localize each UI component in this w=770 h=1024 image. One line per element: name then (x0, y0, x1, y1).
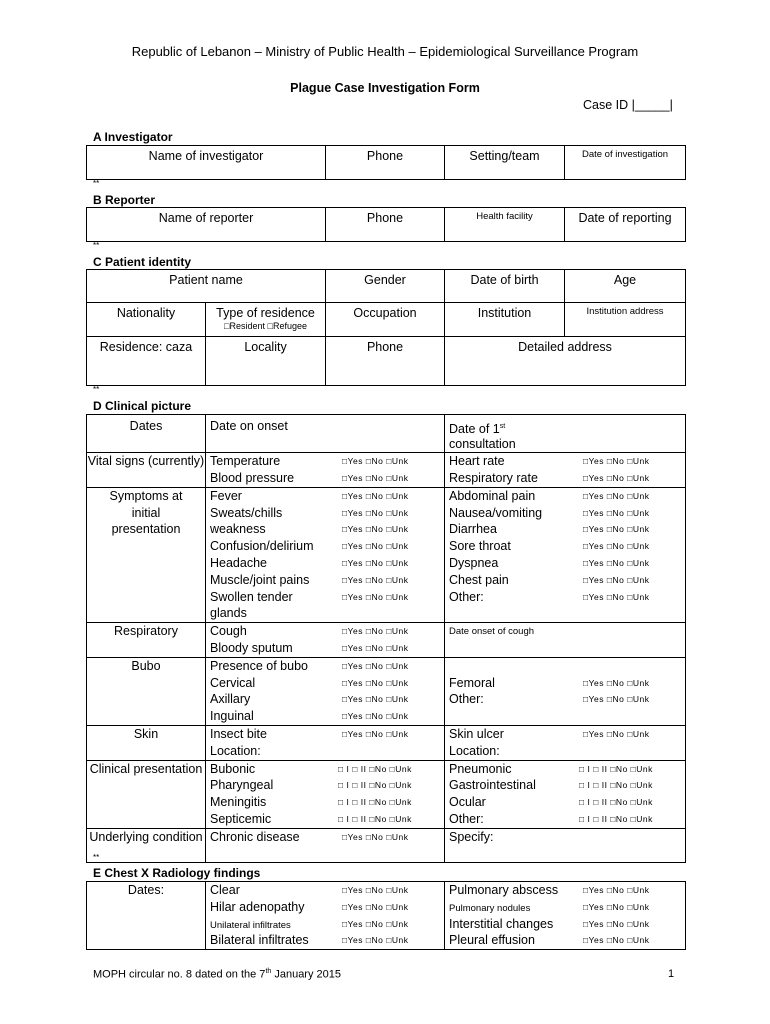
answer-checkboxes[interactable]: □Yes □No □Unk (583, 728, 650, 739)
item-row (210, 761, 444, 778)
residence-caza-field[interactable]: Residence: caza (87, 337, 206, 386)
item-row (210, 794, 444, 811)
header: Republic of Lebanon – Ministry of Public Health – Epidemiological Surveillance Program (131, 44, 639, 59)
bubo-label: Bubo (87, 657, 206, 725)
answer-checkboxes[interactable]: □ I □ II □No □Unk (338, 763, 412, 774)
answer-checkboxes[interactable]: □Yes □No □Unk (583, 541, 650, 552)
item-row (449, 726, 685, 743)
section-e-title: E Chest X Radiology findings (93, 866, 261, 880)
answer-checkboxes[interactable]: □Yes □No □Unk (583, 694, 650, 705)
chronic-disease-label: Chronic disease (210, 829, 300, 844)
answer-checkboxes[interactable]: □Yes □No □Unk (342, 507, 409, 518)
item-row (449, 521, 685, 538)
clinical-picture-table (86, 414, 686, 863)
underlying-specify-field[interactable]: Specify: (445, 828, 686, 862)
answer-checkboxes[interactable]: □Yes □No □Unk (583, 918, 650, 929)
item-label: Temperature (210, 454, 281, 469)
item-label: Bubonic (210, 761, 256, 776)
chronic-disease-options[interactable]: □Yes □No □Unk (342, 831, 409, 842)
section-a-title: A Investigator (93, 130, 173, 144)
answer-checkboxes[interactable]: □Yes □No □Unk (342, 472, 409, 483)
date-first-label2: consultation (449, 437, 516, 452)
bubo-right-list (445, 657, 686, 725)
answer-checkboxes[interactable]: □Yes □No □Unk (342, 524, 409, 535)
cough-onset-field[interactable]: Date onset of cough (445, 623, 686, 658)
item-row (210, 623, 444, 640)
item-row (449, 916, 685, 933)
clinical-right-list (445, 760, 686, 828)
answer-checkboxes[interactable]: □Yes □No □Unk (583, 472, 650, 483)
reporter-table (86, 207, 686, 242)
answer-checkboxes[interactable]: □Yes □No □Unk (342, 694, 409, 705)
investigator-phone-field[interactable]: Phone (326, 146, 445, 180)
residence-type-label: Type of residence (216, 306, 315, 320)
nationality-field[interactable]: Nationality (87, 303, 206, 337)
item-label: Cervical (210, 675, 256, 690)
age-field[interactable]: Age (565, 270, 686, 303)
institution-address-field[interactable]: Institution address (565, 303, 686, 337)
item-label: Pulmonary nodules (449, 902, 531, 914)
setting-team-field[interactable]: Setting/team (445, 146, 565, 180)
answer-checkboxes[interactable]: □ I □ II □No □Unk (338, 813, 412, 824)
investigator-table (86, 145, 686, 180)
investigation-date-field[interactable]: Date of investigation (565, 146, 686, 180)
reporter-phone-field[interactable]: Phone (326, 208, 445, 242)
footer-text2: January 2015 (271, 968, 341, 981)
item-label: Bilateral infiltrates (210, 933, 309, 948)
item-row (449, 589, 685, 606)
vital-signs-label: Vital signs (currently) (87, 453, 206, 488)
item-label: Location: (449, 743, 500, 758)
answer-checkboxes[interactable]: □Yes □No □Unk (583, 591, 650, 602)
locality-field[interactable]: Locality (206, 337, 326, 386)
item-label: Nausea/vomiting (449, 505, 543, 520)
item-row (210, 691, 444, 708)
item-row (449, 932, 685, 949)
form-title: Plague Case Investigation Form (290, 81, 480, 95)
investigator-name-field[interactable]: Name of investigator (87, 146, 326, 180)
answer-checkboxes[interactable]: □Yes □No □Unk (342, 728, 409, 739)
answer-checkboxes[interactable]: □Yes □No □Unk (583, 935, 650, 946)
item-label: Abdominal pain (449, 488, 536, 503)
footer-sup: th (265, 968, 272, 975)
item-label: Pulmonary abscess (449, 883, 559, 897)
answer-checkboxes[interactable]: □Yes □No □Unk (342, 490, 409, 501)
answer-checkboxes[interactable]: □Yes □No □Unk (583, 901, 650, 912)
item-row (210, 932, 444, 949)
answer-checkboxes[interactable]: □Yes □No □Unk (342, 711, 409, 722)
item-label: Swollen tender (210, 589, 293, 604)
clinical-left-list (206, 760, 445, 828)
skin-left-list (206, 725, 445, 760)
item-label: Other: (449, 811, 484, 826)
item-label: Inguinal (210, 709, 254, 724)
vital-left-list (206, 453, 445, 488)
date-first-consult-field[interactable] (445, 415, 686, 453)
item-row (210, 488, 444, 505)
separator: ** (93, 853, 100, 862)
occupation-field[interactable]: Occupation (326, 303, 445, 337)
item-label: Ocular (449, 795, 486, 810)
item-label: Respiratory rate (449, 470, 538, 485)
item-label: Skin ulcer (449, 726, 504, 741)
item-label: Location: (210, 743, 261, 758)
item-row (449, 555, 685, 572)
answer-checkboxes[interactable]: □Yes □No □Unk (342, 885, 409, 895)
radiology-dates-label: Dates: (87, 882, 206, 950)
patient-name-field[interactable]: Patient name (87, 270, 326, 303)
item-label: Presence of bubo (210, 658, 308, 673)
respiratory-left-list (206, 623, 445, 658)
answer-checkboxes[interactable]: □Yes □No □Unk (583, 456, 650, 467)
answer-checkboxes[interactable]: □ I □ II □No □Unk (579, 813, 653, 824)
item-label: Septicemic (210, 811, 272, 826)
item-label: Unilateral infiltrates (210, 919, 291, 931)
item-row (449, 505, 685, 522)
item-row (210, 726, 444, 743)
item-row (449, 470, 685, 487)
answer-checkboxes[interactable]: □ I □ II □No □Unk (338, 780, 412, 791)
section-c-title: C Patient identity (93, 255, 192, 269)
item-row (210, 555, 444, 572)
case-id[interactable]: Case ID |_____| (583, 98, 673, 112)
footer-text: MOPH circular no. 8 dated on the 7 (93, 968, 266, 981)
skin-label: Skin (87, 725, 206, 760)
answer-checkboxes[interactable]: □Yes □No □Unk (342, 935, 409, 946)
clinical-presentation-label: Clinical presentation (87, 760, 206, 828)
item-label: Blood pressure (210, 470, 295, 485)
item-label: Sore throat (449, 539, 511, 554)
institution-field[interactable]: Institution (445, 303, 565, 337)
answer-checkboxes[interactable]: □Yes □No □Unk (342, 642, 409, 653)
item-row (449, 453, 685, 470)
answer-checkboxes[interactable]: □Yes □No □Unk (583, 557, 650, 568)
footer (93, 968, 341, 981)
section-b-title: B Reporter (93, 193, 156, 207)
patient-identity-table (86, 269, 686, 386)
answer-checkboxes[interactable]: □ I □ II □No □Unk (579, 763, 653, 774)
answer-checkboxes[interactable]: □Yes □No □Unk (583, 524, 650, 535)
item-row (210, 572, 444, 589)
symptoms-left-list (206, 487, 445, 622)
vital-right-list (445, 453, 686, 488)
item-label: weakness (210, 522, 266, 537)
bubo-left-list (206, 657, 445, 725)
item-row (210, 743, 444, 760)
date-first-label: Date of 1 (449, 422, 500, 437)
item-row (210, 605, 444, 622)
item-label: Pleural effusion (449, 933, 535, 948)
residence-options[interactable]: □Resident □Refugee (224, 321, 307, 331)
date-first-sup: st (499, 423, 506, 430)
answer-checkboxes[interactable]: □ I □ II □No □Unk (338, 797, 412, 808)
item-row (210, 708, 444, 725)
item-label: Axillary (210, 692, 251, 707)
answer-checkboxes[interactable]: □Yes □No □Unk (342, 591, 409, 602)
answer-checkboxes[interactable]: □Yes □No □Unk (342, 918, 409, 929)
health-facility-field[interactable]: Health facility (445, 208, 565, 242)
item-label: Heart rate (449, 454, 505, 469)
item-row (449, 538, 685, 555)
answer-checkboxes[interactable]: □Yes □No □Unk (583, 885, 650, 895)
patient-phone-field[interactable]: Phone (326, 337, 445, 386)
radiology-right-list (445, 882, 686, 950)
skin-right-list (445, 725, 686, 760)
item-label: Bloody sputum (210, 640, 293, 655)
item-label: Clear (210, 883, 240, 897)
item-row (449, 811, 685, 828)
item-label: Other: (449, 692, 484, 707)
item-row (210, 538, 444, 555)
item-row (210, 916, 444, 933)
gender-field[interactable]: Gender (326, 270, 445, 303)
answer-checkboxes[interactable]: □Yes □No □Unk (583, 677, 650, 688)
item-label: Meningitis (210, 795, 267, 810)
residence-type-field[interactable] (206, 303, 326, 337)
radiology-table (86, 881, 686, 950)
item-label: Other: (449, 589, 484, 604)
item-label: Sweats/chills (210, 505, 283, 520)
item-label: Insect bite (210, 726, 267, 741)
chronic-disease-row (206, 828, 445, 862)
date-onset-field[interactable]: Date on onset (206, 415, 445, 453)
item-row (449, 743, 685, 760)
detailed-address-field[interactable]: Detailed address (445, 337, 686, 386)
item-row (210, 453, 444, 470)
answer-checkboxes[interactable]: □Yes □No □Unk (583, 490, 650, 501)
dob-field[interactable]: Date of birth (445, 270, 565, 303)
answer-checkboxes[interactable]: □Yes □No □Unk (342, 557, 409, 568)
item-label: Headache (210, 555, 267, 570)
item-row (449, 777, 685, 794)
item-label: Muscle/joint pains (210, 572, 310, 587)
item-label: Dyspnea (449, 555, 499, 570)
item-row (449, 794, 685, 811)
item-row (210, 899, 444, 916)
item-row (210, 777, 444, 794)
item-label: Gastrointestinal (449, 778, 536, 793)
answer-checkboxes[interactable]: □Yes □No □Unk (342, 901, 409, 912)
symptoms-right-list (445, 487, 686, 622)
reporting-date-field[interactable]: Date of reporting (565, 208, 686, 242)
item-label: Confusion/delirium (210, 539, 314, 554)
item-row (449, 761, 685, 778)
item-row (449, 691, 685, 708)
item-row (210, 521, 444, 538)
item-label: Cough (210, 624, 247, 639)
item-row (210, 505, 444, 522)
item-label: Pneumonic (449, 761, 512, 776)
item-label: Chest pain (449, 572, 509, 587)
item-label: Pharyngeal (210, 778, 274, 793)
item-row (210, 640, 444, 657)
radiology-left-list (206, 882, 445, 950)
item-label: Fever (210, 488, 242, 503)
item-row (210, 589, 444, 606)
separator: ** (93, 241, 100, 250)
answer-checkboxes[interactable]: □Yes □No □Unk (583, 507, 650, 518)
item-label: Hilar adenopathy (210, 899, 305, 914)
item-row (449, 488, 685, 505)
separator: ** (93, 385, 100, 394)
answer-checkboxes[interactable]: □Yes □No □Unk (342, 541, 409, 552)
item-row (449, 882, 685, 899)
answer-checkboxes[interactable]: □ I □ II □No □Unk (579, 797, 653, 808)
answer-checkboxes[interactable]: □Yes □No □Unk (342, 677, 409, 688)
answer-checkboxes[interactable]: □Yes □No □Unk (583, 574, 650, 585)
item-row (210, 882, 444, 899)
item-row (449, 572, 685, 589)
item-row (449, 675, 685, 692)
answer-checkboxes[interactable]: □Yes □No □Unk (342, 574, 409, 585)
dates-label: Dates (87, 415, 206, 453)
answer-checkboxes[interactable]: □ I □ II □No □Unk (579, 780, 653, 791)
page-number: 1 (668, 968, 675, 980)
respiratory-label: Respiratory (87, 623, 206, 658)
item-label: Femoral (449, 675, 495, 690)
answer-checkboxes[interactable]: □Yes □No □Unk (342, 626, 409, 637)
section-d-title: D Clinical picture (93, 399, 192, 413)
reporter-name-field[interactable]: Name of reporter (87, 208, 326, 242)
symptoms-label: Symptoms at initial presentation (87, 487, 206, 622)
item-label: glands (210, 606, 247, 621)
answer-checkboxes[interactable]: □Yes □No □Unk (342, 456, 409, 467)
item-row (210, 675, 444, 692)
item-row (210, 658, 444, 675)
separator: ** (93, 179, 100, 188)
item-row (449, 899, 685, 916)
answer-checkboxes[interactable]: □Yes □No □Unk (342, 660, 409, 671)
underlying-label: Underlying condition (87, 828, 206, 862)
item-label: Interstitial changes (449, 916, 554, 931)
item-label: Diarrhea (449, 522, 497, 537)
item-row (210, 811, 444, 828)
item-row (210, 470, 444, 487)
